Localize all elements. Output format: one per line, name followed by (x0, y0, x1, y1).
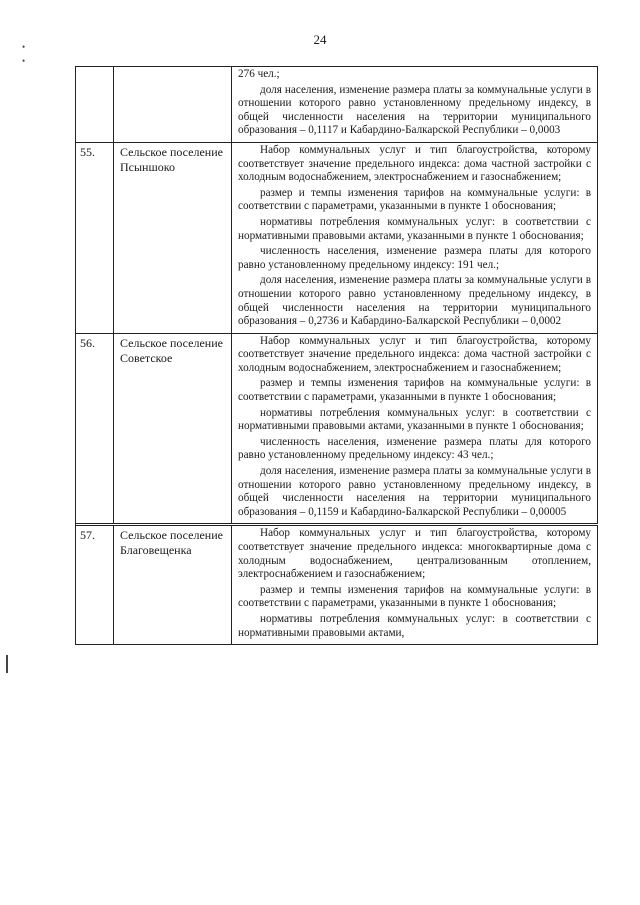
paragraph: нормативы потребления коммунальных услуг: в соответствии с нормативными правовыми актами, (238, 612, 591, 639)
scan-edge-mark (6, 655, 8, 673)
settlement-name (114, 67, 232, 142)
row-content (232, 143, 598, 333)
row-content (232, 334, 598, 524)
paragraph: Набор коммунальных услуг и тип благоустройства, которому соответствует значение предельного индекса: многоквартирные дома с холодным водоснабжением, централизованным отоплением, электроснабжением и газоснабжением; (238, 527, 591, 581)
paragraph: численность населения, изменение размера платы для которого равно установленному предельному индексу: 191 чел.; (238, 245, 591, 271)
row-number: 55. (76, 143, 114, 333)
paragraph: численность населения, изменение размера платы для которого равно установленному предельному индексу: 43 чел.; (238, 435, 591, 462)
paragraph: Набор коммунальных услуг и тип благоустройства, которому соответствует значение предельного индекса: дома частной застройки с холодным водоснабжением, электроснабжением и газоснабжением; (238, 143, 591, 184)
paragraph: доля населения, изменение размера платы за коммунальные услуги в отношении которого равно установленному предельному индексу, в общей численности населения на территории муниципального образования – 0,1117 и Кабардино-Балкарской Республики – 0,0003 (238, 83, 591, 137)
paragraph: Набор коммунальных услуг и тип благоустройства, которому соответствует значение предельного индекса: дома частной застройки с холодным водоснабжением, электроснабжением и газоснабжением; (238, 334, 591, 374)
settlement-name: Сельское поселение Благовещенка (114, 526, 232, 644)
paragraph: нормативы потребления коммунальных услуг: в соответствии с нормативными правовыми актами, указанными в пункте 1 обоснования; (238, 406, 591, 433)
table-row (76, 526, 598, 645)
table-row (76, 67, 598, 143)
row-number: 56. (76, 334, 114, 524)
table-row (76, 143, 598, 334)
row-number (76, 67, 114, 142)
row-content (232, 526, 598, 644)
data-table (75, 66, 598, 645)
paragraph: размер и темпы изменения тарифов на коммунальные услуги: в соответствии с параметрами, указанными в пункте 1 обоснования; (238, 377, 591, 404)
paragraph: размер и темпы изменения тарифов на коммунальные услуги: в соответствии с параметрами, указанными в пункте 1 обоснования; (238, 186, 591, 213)
settlement-name: Сельское поселение Псыншоко (114, 143, 232, 333)
paragraph: нормативы потребления коммунальных услуг: в соответствии с нормативными правовыми актами, указанными в пункте 1 обоснования; (238, 215, 591, 242)
settlement-name: Сельское поселение Советское (114, 334, 232, 524)
binding-mark: • (22, 42, 26, 52)
paragraph: доля населения, изменение размера платы за коммунальные услуги в отношении которого равно установленному предельному индексу, в общей численности населения на территории муниципального образования – 0,2736 и Кабардино-Балкарской Республики – 0,0002 (238, 274, 591, 328)
page-number: 24 (313, 32, 327, 47)
paragraph: 276 чел.; (238, 68, 280, 80)
row-number: 57. (76, 526, 114, 644)
table-row (76, 334, 598, 527)
binding-mark: • (22, 56, 26, 66)
paragraph: размер и темпы изменения тарифов на коммунальные услуги: в соответствии с параметрами, указанными в пункте 1 обоснования; (238, 583, 591, 610)
row-content (232, 67, 598, 142)
paragraph: доля населения, изменение размера платы за коммунальные услуги в отношении которого равно установленному предельному индексу, в общей численности населения на территории муниципального образования – 0,1159 и Кабардино-Балкарской Республики – 0,00005 (238, 465, 591, 518)
